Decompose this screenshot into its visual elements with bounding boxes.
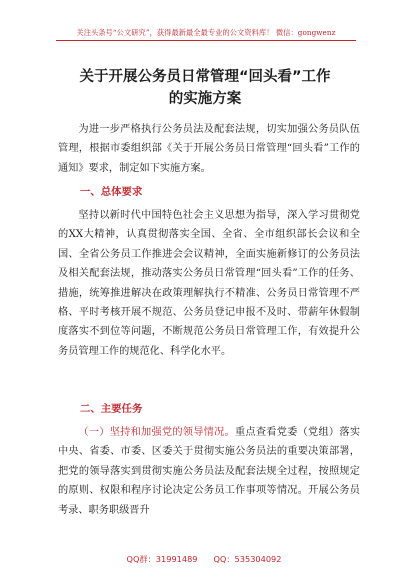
subsection-1-label: （一）坚持和加强党的领导情况。	[78, 427, 235, 438]
footer-qq: QQ：535304092	[213, 554, 282, 564]
section-1-heading: 一、总体要求	[80, 186, 143, 198]
intro-paragraph: 为进一步严格执行公务员法及配套法规，切实加强公务员队伍管理，根据市委组织部《关于开展公务员日常管理“回头看”工作的通知》要求，制定如下实施方案。	[58, 124, 360, 174]
subsection-1-text: 重点查看党委（党组）落实中央、省委、市委、区委关于贯彻实施公务员法的重要决策部署，把党的领导落实到贯彻实施公务员法及配套法规全过程，按照规定的原则、权限和程序讨论决定公务员工作事项等情况。开展公务员考录、职务职级晋升	[58, 427, 361, 516]
section-1-paragraph: 坚持以新时代中国特色社会主义思想为指导，深入学习贯彻党的XX大精神，认真贯彻落实全国、全省、全市组织部长会议和全国、全省公务员工作推进会会议精神，全面实施新修订的公务员法及相关配套法规，推动落实公务员日常管理“回头看”工作的任务、措施，统筹推进解决在政策理解执行不精准、公务员日常管理不严格、平时考核开展不规范、公务员登记申报不及时、带薪年休假制度落实不到位等问题，不断规范公务员日常管理工作，有效提升公务员管理工作的规范化、科学化水平。	[58, 210, 360, 357]
footer-qq-group: QQ群：31991489	[126, 554, 198, 564]
document-title	[40, 66, 370, 110]
subsection-1-paragraph	[58, 423, 360, 520]
section-2-heading: 二、主要任务	[80, 403, 143, 415]
title-line-1: 关于开展公务员日常管理“回头看”工作	[79, 69, 331, 85]
footer-contact	[0, 554, 408, 565]
title-line-2: 的实施方案	[168, 91, 242, 107]
header-notice: 关注头条号“公文研究”，获得最新最全最专业的公文资料库！ 微信：gongwenz	[56, 28, 356, 41]
